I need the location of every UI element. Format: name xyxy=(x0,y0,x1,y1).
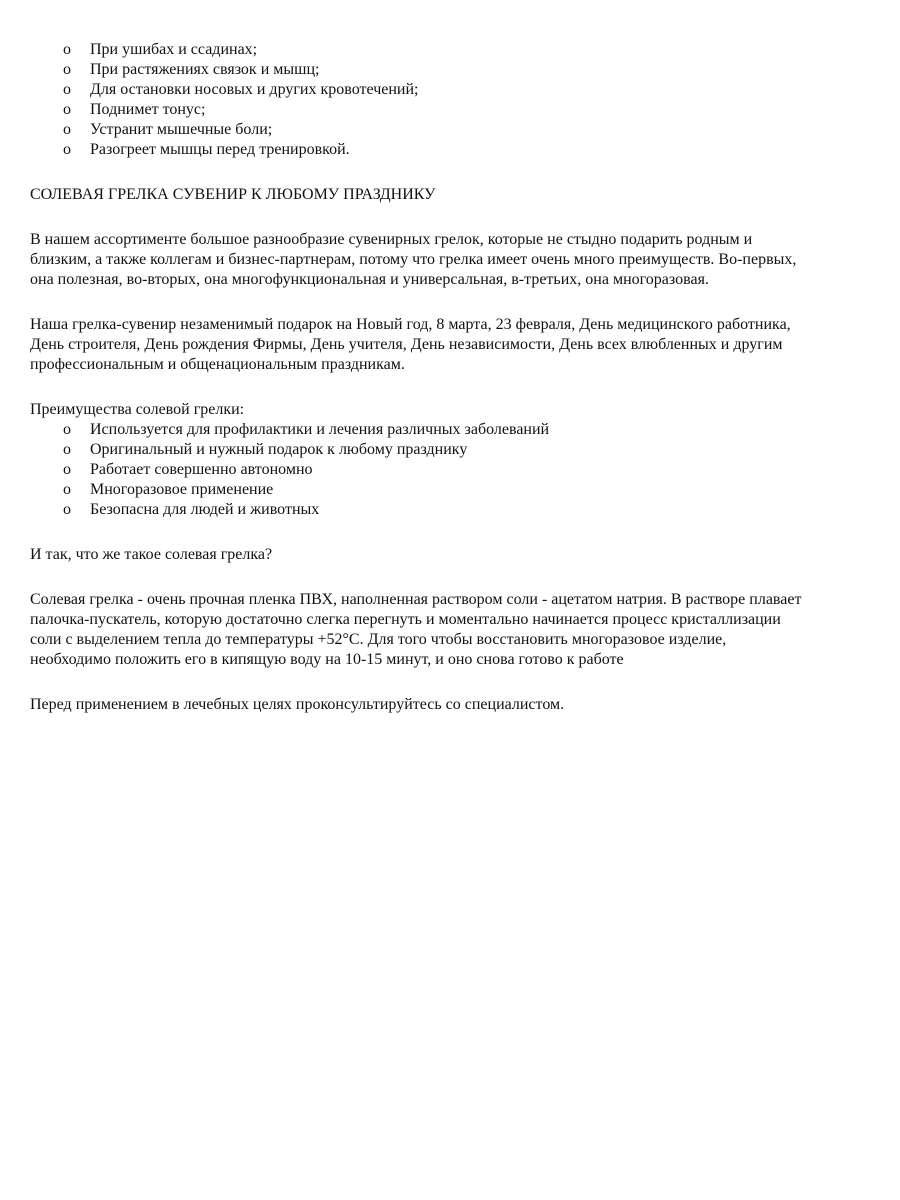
usage-list xyxy=(30,40,875,160)
list-item: o Безопасна для людей и животных xyxy=(30,500,875,520)
paragraph-line: близким, а также коллегам и бизнес-партнерам, потому что грелка имеет очень много преимуществ. Во-первых, xyxy=(30,251,797,268)
list-item: o Работает совершенно автономно xyxy=(30,460,875,480)
circle-bullet-icon: o xyxy=(63,481,71,498)
paragraph-line: палочка-пускатель, которую достаточно слегка перегнуть и моментально начинается процесс кристаллизации xyxy=(30,611,781,628)
paragraph-line: соли с выделением тепла до температуры +52°C. Для того чтобы восстановить многоразовое изделие, xyxy=(30,631,727,648)
circle-bullet-icon: o xyxy=(63,141,71,158)
list-item: o Многоразовое применение xyxy=(30,480,875,500)
circle-bullet-icon: o xyxy=(63,101,71,118)
circle-bullet-icon: o xyxy=(63,421,71,438)
list-item: o Разогреет мышцы перед тренировкой. xyxy=(30,140,875,160)
list-item: o Используется для профилактики и лечения различных заболеваний xyxy=(30,420,875,440)
paragraph-line: День строителя, День рождения Фирмы, День учителя, День независимости, День всех влюбленных и другим xyxy=(30,336,783,353)
circle-bullet-icon: o xyxy=(63,81,71,98)
paragraph-line: она полезная, во-вторых, она многофункциональная и универсальная, в-третьих, она многоразовая. xyxy=(30,271,709,288)
circle-bullet-icon: o xyxy=(63,41,71,58)
circle-bullet-icon: o xyxy=(63,61,71,78)
gift-paragraph xyxy=(30,315,875,375)
assortment-paragraph xyxy=(30,230,875,290)
circle-bullet-icon: o xyxy=(63,121,71,138)
paragraph-line: необходимо положить его в кипящую воду на 10-15 минут, и оно снова готово к работе xyxy=(30,651,624,668)
paragraph-line: профессиональным и общенациональным праздникам. xyxy=(30,356,405,373)
advantages-title: Преимущества солевой грелки: xyxy=(30,401,245,418)
section-heading: СОЛЕВАЯ ГРЕЛКА СУВЕНИР К ЛЮБОМУ ПРАЗДНИКУ xyxy=(30,186,436,203)
list-item: o При растяжениях связок и мышц; xyxy=(30,60,875,80)
document-page xyxy=(30,40,875,715)
list-item: o Оригинальный и нужный подарок к любому празднику xyxy=(30,440,875,460)
advantages-list xyxy=(30,420,875,520)
list-item: o Поднимет тонус; xyxy=(30,100,875,120)
circle-bullet-icon: o xyxy=(63,501,71,518)
paragraph-line: В нашем ассортименте большое разнообразие сувенирных грелок, которые не стыдно подарить родным и xyxy=(30,231,753,248)
list-item: o Устранит мышечные боли; xyxy=(30,120,875,140)
paragraph-line: Наша грелка-сувенир незаменимый подарок на Новый год, 8 марта, 23 февраля, День медицинского работника, xyxy=(30,316,791,333)
paragraph-line: Солевая грелка - очень прочная пленка ПВХ, наполненная раствором соли - ацетатом натрия. В растворе плавает xyxy=(30,591,802,608)
list-item: o При ушибах и ссадинах; xyxy=(30,40,875,60)
list-item: o Для остановки носовых и других кровотечений; xyxy=(30,80,875,100)
question-line: И так, что же такое солевая грелка? xyxy=(30,546,273,563)
circle-bullet-icon: o xyxy=(63,461,71,478)
definition-paragraph xyxy=(30,590,875,670)
disclaimer: Перед применением в лечебных целях проконсультируйтесь со специалистом. xyxy=(30,696,565,713)
circle-bullet-icon: o xyxy=(63,441,71,458)
